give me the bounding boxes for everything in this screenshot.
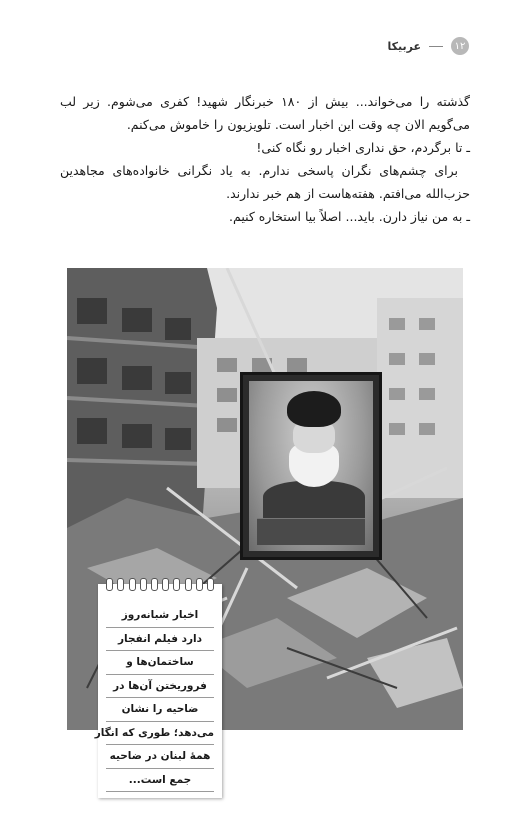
note-line: ضاحیه را نشان (106, 698, 214, 722)
note-line: می‌دهد؛ طوری که انگار (106, 722, 214, 746)
page-number-badge: ۱۲ (451, 37, 469, 55)
body-text (60, 90, 470, 228)
poster-calligraphy-banner (257, 518, 365, 545)
header-divider (429, 46, 443, 47)
paragraph: گذشته را می‌خواند... بیش از ۱۸۰ خبرنگار شهید! کفری می‌شوم. زیر لب می‌گویم الان چه وقت این اخبار است. تلویزیون را خاموش می‌کنم. (60, 94, 470, 132)
paragraph: ـ به من نیاز دارن. باید... اصلاً بیا استخاره کنیم. (229, 209, 470, 224)
book-title: عربیکا (387, 39, 421, 53)
spiral-binding (98, 578, 222, 592)
note-line: ساختمان‌ها و (106, 651, 214, 675)
note-text (94, 604, 214, 792)
paragraph: ـ تا برگردم، حق نداری اخبار رو نگاه کنی! (256, 140, 470, 155)
paragraph: برای چشم‌های نگران پاسخی ندارم. به یاد نگرانی خانواده‌های مجاهدین حزب‌الله می‌افتم. هفته‌هاست از هم خبر ندارند. (60, 163, 470, 201)
note-line: جمع است... (106, 769, 214, 793)
page-header (387, 36, 469, 56)
portrait-poster (240, 372, 382, 560)
note-line: همهٔ لبنان در ضاحیه (106, 745, 214, 769)
note-line: دارد فیلم انفجار (106, 628, 214, 652)
poster-image (249, 381, 373, 551)
sidebar-note-card (94, 584, 222, 798)
note-line: اخبار شبانه‌روز (106, 604, 214, 628)
note-line: فروریختن آن‌ها در (106, 675, 214, 699)
